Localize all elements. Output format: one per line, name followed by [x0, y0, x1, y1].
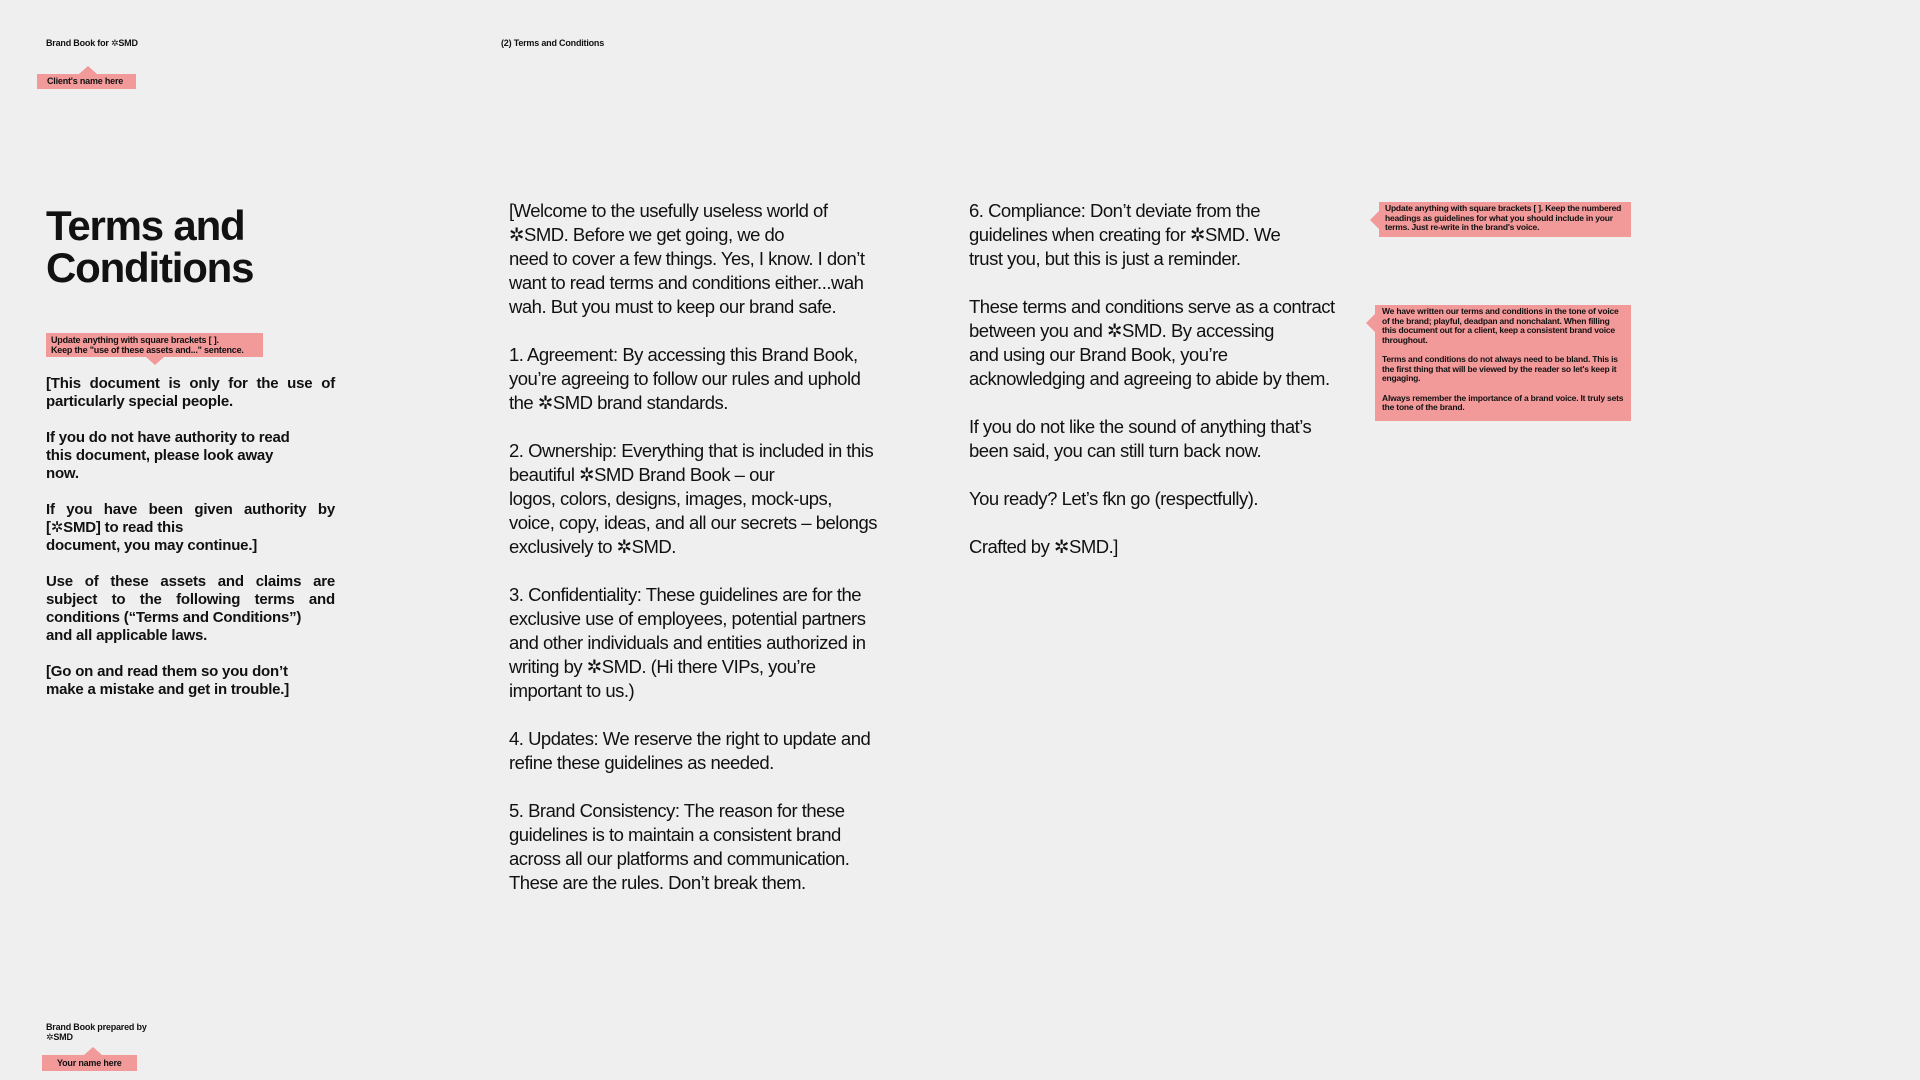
intro-paragraph: [This document is only for the use of particularly special people. — [46, 375, 335, 410]
terms-paragraph: These terms and conditions serve as a contract between you and ✲SMD. By accessing and using our Brand Book, you’re acknowledging and agreeing to abide by them. — [969, 296, 1335, 389]
page-title: Terms and Conditions — [46, 202, 254, 291]
intro-paragraph: If you have been given authority by [✲SMD] to read this document, you may continue.] — [46, 501, 335, 554]
intro-paragraph: [Go on and read them so you don’t make a mistake and get in trouble.] — [46, 663, 290, 698]
client-name-tag: Client's name here — [37, 74, 136, 89]
note-right-headings: Update anything with square brackets [ ]. Keep the numbered headings as guidelines for what you should include in your terms. Just re-write in the brand's voice. — [1379, 202, 1631, 237]
terms-paragraph: If you do not like the sound of anything that’s been said, you can still turn back now. — [969, 416, 1312, 461]
note-paragraph: Always remember the importance of a brand voice. It truly sets the tone of the brand. — [1382, 392, 1624, 412]
prepared-by-label: Brand Book prepared by ✲SMD — [46, 1022, 147, 1042]
section-label: (2) Terms and Conditions — [501, 38, 605, 48]
terms-paragraph: 3. Confidentiality: These guidelines are for the exclusive use of employees, potential partners and other individuals and entities authorized in writing by ✲SMD. (Hi there VIPs, you’re important to us.) — [509, 584, 866, 701]
terms-column-1 — [509, 199, 919, 919]
intro-paragraph: Use of these assets and claims are subject to the following terms and conditions (“Terms and Conditions”) and all applicable laws. — [46, 573, 335, 644]
note-paragraph: We have written our terms and conditions in the tone of voice of the brand; playful, deadpan and nonchalant. When filling this document out for a client, keep a consistent brand voice throughout. — [1382, 306, 1619, 345]
intro-paragraph: If you do not have authority to read this document, please look away now. — [46, 429, 290, 482]
terms-paragraph: Crafted by ✲SMD.] — [969, 536, 1118, 557]
terms-paragraph: [Welcome to the usefully useless world of ✲SMD. Before we get going, we do need to cover a few things. Yes, I know. I don’t want to read terms and conditions either...wah wah. But you must to keep our brand safe. — [509, 200, 865, 317]
your-name-tag: Your name here — [42, 1055, 137, 1071]
note-left: Update anything with square brackets [ ]. Keep the "use of these assets and..." sentence. — [46, 333, 263, 357]
terms-paragraph: You ready? Let’s fkn go (respectfully). — [969, 488, 1259, 509]
terms-paragraph: 5. Brand Consistency: The reason for these guidelines is to maintain a consistent brand across all our platforms and communication. These are the rules. Don’t break them. — [509, 800, 850, 893]
terms-paragraph: 2. Ownership: Everything that is included in this beautiful ✲SMD Brand Book – our logos, colors, designs, images, mock-ups, voice, copy, ideas, and all our secrets – belongs exclusively to ✲SMD. — [509, 440, 877, 557]
terms-paragraph: 1. Agreement: By accessing this Brand Book, you’re agreeing to follow our rules and uphold the ✲SMD brand standards. — [509, 344, 861, 413]
brand-book-label: Brand Book for ✲SMD — [46, 38, 138, 48]
note-right-voice — [1375, 305, 1631, 421]
intro-column — [46, 375, 335, 717]
terms-paragraph: 4. Updates: We reserve the right to update and refine these guidelines as needed. — [509, 728, 871, 773]
terms-paragraph: 6. Compliance: Don’t deviate from the guidelines when creating for ✲SMD. We trust you, but this is just a reminder. — [969, 200, 1281, 269]
note-paragraph: Terms and conditions do not always need to be bland. This is the first thing that will be viewed by the reader so let's keep it engaging. — [1382, 354, 1618, 383]
terms-column-2 — [969, 199, 1379, 583]
